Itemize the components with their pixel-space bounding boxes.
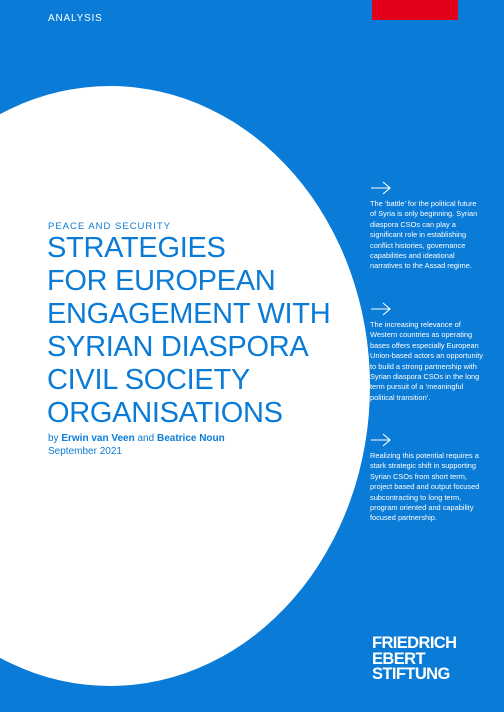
accent-bar — [372, 0, 458, 20]
arrow-right-icon — [370, 302, 392, 316]
byline-prefix: by — [48, 433, 59, 444]
author-name: Beatrice Noun — [156, 433, 225, 444]
summary-text: Realizing this potential requires a stark strategic shift in supporting Syrian CSOs from short term, project based and output focused subcontracting to long term, program oriented and capability focused partnership. — [370, 451, 480, 523]
title-line: STRATEGIES — [47, 232, 226, 264]
document-type-label: ANALYSIS — [48, 13, 103, 24]
summary-block — [370, 433, 484, 524]
summary-block — [370, 181, 484, 272]
document-title — [47, 232, 330, 430]
summary-text: The increasing relevance of Western countries as operating bases offers especially European Union-based actors an opportunity to build a strong partnership with Syrian diaspora CSOs in the long term pursuit of a ‘meaningful political transition’. — [370, 320, 483, 402]
publication-date: September 2021 — [48, 446, 122, 457]
title-line: CIVIL SOCIETY — [47, 364, 250, 396]
title-line: ENGAGEMENT WITH — [47, 298, 331, 330]
summary-block — [370, 302, 484, 403]
title-line: SYRIAN DIASPORA — [47, 331, 309, 363]
logo-line: EBERT — [372, 649, 425, 668]
title-line: ORGANISATIONS — [47, 397, 283, 429]
series-label: PEACE AND SECURITY — [48, 221, 172, 232]
byline-conjunction: and — [137, 433, 155, 444]
logo-line: FRIEDRICH — [372, 634, 457, 652]
byline — [48, 433, 225, 444]
author-name: Erwin van Veen — [61, 433, 135, 444]
logo-line: STIFTUNG — [372, 665, 450, 683]
arrow-right-icon — [370, 433, 392, 447]
summary-text: The ‘battle’ for the political future of Syria is only beginning. Syrian diaspora CSOs can play a significant role in establishing conflict histories, governance capabilities and ideational narratives to the Assad regime. — [370, 199, 478, 271]
fes-logo — [372, 636, 456, 683]
title-line: FOR EUROPEAN — [47, 265, 276, 297]
arrow-right-icon — [370, 181, 392, 195]
